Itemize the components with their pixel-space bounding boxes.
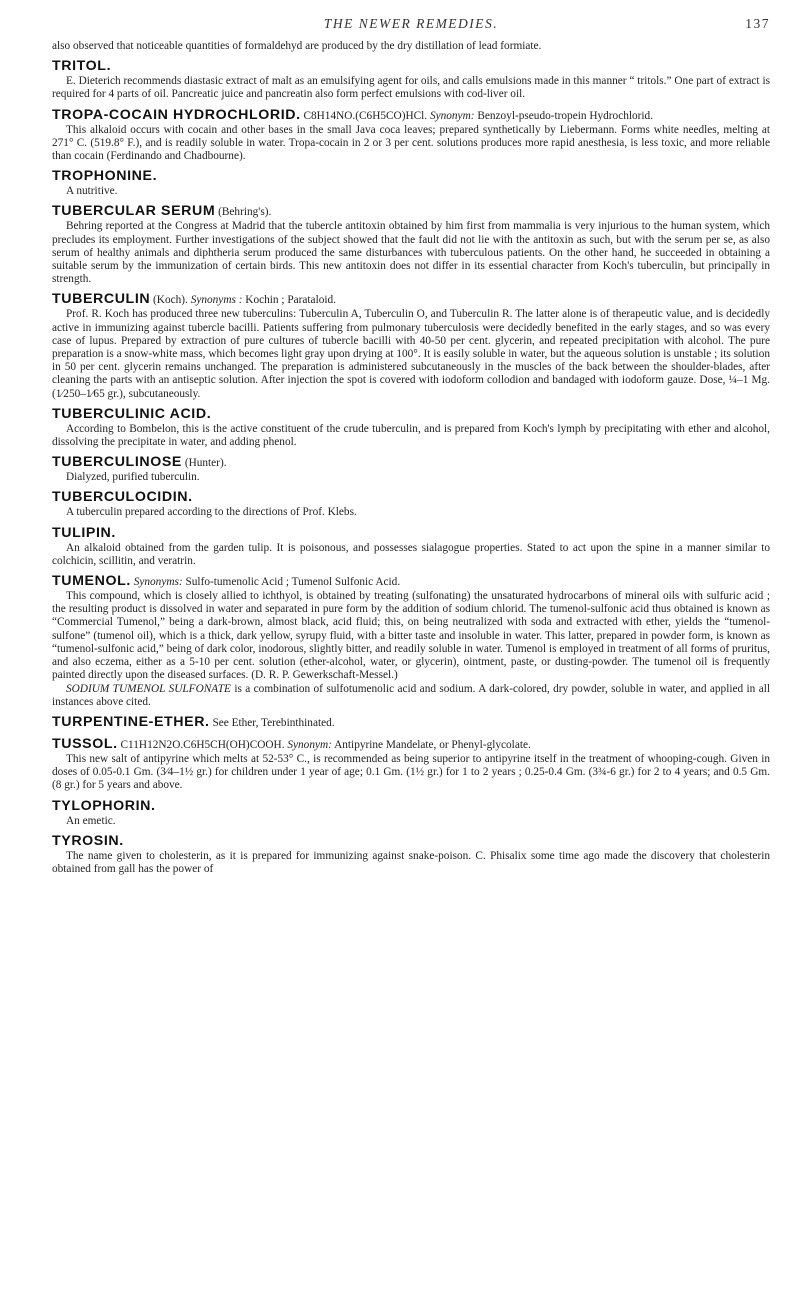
entry-tuberculinic-acid <box>52 406 770 449</box>
synonym-label: Synonyms: <box>133 576 183 589</box>
entry-tuberculocidin <box>52 489 770 519</box>
entry-body: Prof. R. Koch has produced three new tuberculins: Tuberculin A, Tuberculin O, and Tuberculin R. The latter alone is of therapeutic value, and is decidedly active in immunizing against tubercle bacilli. Patients suffering from pulmonary tuberculosis were decidedly benefited in the early stages, and so was every case of lupus. Prepared by extraction of pure cultures of tubercle bacilli with 40-50 per cent. glycerin, and repeated precipitation with alcohol. The pure preparation is a snow-white mass, which becomes light gray upon drying at 100°. It is easily soluble in water, but the aqueous solution is unstable ; its solution in 50 per cent. glycerin remains unchanged. The preparation is administered subcutaneously in the muscles of the back between the shoulder-blades, after cleaning the parts with an antiseptic solution. After injection the spot is covered with iodoform collodion and bandaged with iodoform gauze. Dose, ¼–1 Mg. (1⁄250–1⁄65 gr.), subcutaneously. <box>52 308 770 400</box>
entry-trophonine <box>52 168 770 198</box>
entry-tuberculinose <box>52 454 770 484</box>
entry-body: This compound, which is closely allied to ichthyol, is obtained by treating (sulfonating) the unsaturated hydrocarbons of mineral oils with sulfuric acid ; the resulting product is dissolved in water and separated in pure form by the addition of sodium chlorid. The tumenol-sulfonic acid thus obtained is known as “Commercial Tumenol,” being a dark-brown, almost black, acid fluid; this, on being neutralized with soda and extracted with ether, yields the “tumenol-sulfone” (tumenol oil), which is a thick, dark yellow, syrupy fluid, with a bitter taste and insoluble in water. This latter, prepared in powder form, is known as “tumenol-sulfonic acid,” being of dark color, inodorous, slightly bitter, and readily soluble in water. Tumenol is employed in treatment of all forms of pruritus, and also eczema, either as a 5-10 per cent. solution (ether-alcohol, water, or glycerin), ointment, paste, or dusting-powder. The tumenol oil is frequently painted directly upon the diseased surfaces. (D. R. P. Gewerkschaft-Messel.) <box>52 590 770 682</box>
entry-body: The name given to cholesterin, as it is prepared for immunizing against snake-poison. C. Phisalix some time ago made the discovery that cholesterin obtained from gall has the power of <box>52 849 770 875</box>
entry-turpentine-ether <box>52 714 770 731</box>
headword: TYROSIN. <box>52 832 124 849</box>
entry-tumenol <box>52 573 770 709</box>
entry-tropacocain <box>52 107 770 164</box>
chemical-formula: C8H14NO.(C6H5CO)HCl. <box>303 109 428 122</box>
page-number: 137 <box>745 16 770 31</box>
synonym-label: Synonym: <box>429 109 475 122</box>
entry-body: An emetic. <box>66 814 116 827</box>
running-head <box>52 14 770 40</box>
headword-qualifier: (Behring's). <box>218 206 272 219</box>
synonym-label: Synonyms : <box>190 294 243 307</box>
headword: TUMENOL. <box>52 573 131 590</box>
book-page <box>52 14 770 876</box>
headword: TUBERCULOCIDIN. <box>52 489 193 506</box>
sodium-tumenol-body: is a combination of sulfotumenolic acid and sodium. A dark-colored, dry powder, soluble in water, and applied in all instances above cited. <box>52 682 770 708</box>
entry-tubercular-serum <box>52 203 770 286</box>
sodium-tumenol-paragraph <box>52 683 770 709</box>
headword: TUBERCULINIC ACID. <box>52 405 212 422</box>
headword: TROPHONINE. <box>52 168 158 185</box>
headword: TUBERCULIN <box>52 291 151 308</box>
chemical-formula: C11H12N2O.C6H5CH(OH)COOH. <box>120 738 285 751</box>
headword: TRITOL. <box>52 58 112 75</box>
running-title: THE NEWER REMEDIES. <box>323 16 499 31</box>
synonym-label: Synonym: <box>287 738 332 751</box>
entry-body: E. Dieterich recommends diastasic extract of malt as an emulsifying agent for oils, and calls emulsions made in this manner “ tritols.” One part of extract is required for 4 parts of oil. Pancreatic juice and pancreatin also form perfect emulsions with cod-liver oil. <box>52 75 770 101</box>
headword: TULIPIN. <box>52 524 116 541</box>
entry-tussol <box>52 736 770 793</box>
headword-qualifier: (Koch). <box>153 294 188 307</box>
headword: TUBERCULAR SERUM <box>52 203 216 220</box>
entry-body: This alkaloid occurs with cocain and other bases in the small Java coca leaves; prepared synthetically by Liebermann. Forms white needles, melting at 271° C. (519.8° F.), and is readily soluble in water. Tropa-cocain in 2 or 3 per cent. solutions produces more rapid anesthesia, is less toxic, and more reliable than cocain (Ferdinando and Chadbourne). <box>52 123 770 163</box>
entry-body: This new salt of antipyrine which melts at 52-53° C., is recommended as being superior to antipyrine itself in the treatment of whooping-cough. Given in doses of 0.05-0.1 Gm. (3⁄4–1½ gr.) for children under 1 year of age; 0.1 Gm. (1½ gr.) for 1 to 2 years ; 0.25-0.4 Gm. (3¾-6 gr.) for 2 to 4 years; and 0.5 Gm. (8 gr.) for 5 years and above. <box>52 752 770 792</box>
synonym-text: Antipyrine Mandelate, or Phenyl-glycolate. <box>334 738 531 751</box>
entry-body: According to Bombelon, this is the active constituent of the crude tuberculin, and is prepared from Koch's lymph by precipitating with ether and alcohol, dissolving the precipitate in water, and adding phenol. <box>52 422 770 449</box>
headword: TROPA-COCAIN HYDROCHLORID. <box>52 106 301 123</box>
entry-tritol <box>52 58 770 101</box>
entry-tylophorin <box>52 798 770 828</box>
headword-qualifier: (Hunter). <box>184 457 227 470</box>
continuation-paragraph: also observed that noticeable quantities of formaldehyd are produced by the dry distillation of lead formiate. <box>52 40 542 52</box>
entry-body: Behring reported at the Congress at Madrid that the tubercle antitoxin obtained by him first from mammalia is very injurious to the human system, which precludes its employment. Further investigations of the subject showed that the fault did not lie with the antitoxin as such, but with the serum per se, as also serum of healthy animals and diphtheria serum produced the same disturbances with tuberculous patients. On the other hand, he succeeded in obtaining a suitable serum by the immunization of certain birds. This new antitoxin does not differ in its essential character from Koch's tuberculin, but principally in strength. <box>52 220 770 286</box>
cross-reference: See Ether, Terebinthinated. <box>212 716 335 729</box>
entry-tulipin <box>52 525 770 568</box>
synonym-text: Kochin ; Parataloid. <box>245 294 336 307</box>
headword: TUSSOL. <box>52 735 118 752</box>
entry-tuberculin <box>52 291 770 400</box>
headword: TURPENTINE-ETHER. <box>52 713 210 730</box>
entry-body: An alkaloid obtained from the garden tulip. It is poisonous, and possesses sialagogue properties. Stated to act upon the spine in a manner similar to colchicin, scillitin, and veratrin. <box>52 541 770 567</box>
synonym-text: Benzoyl-pseudo-tropein Hydrochlorid. <box>477 109 654 122</box>
headword: TYLOPHORIN. <box>52 797 156 814</box>
entry-body: A nutritive. <box>66 185 118 198</box>
entry-body: A tuberculin prepared according to the directions of Prof. Klebs. <box>66 506 357 519</box>
sodium-tumenol-name: SODIUM TUMENOL SULFONATE <box>66 682 231 695</box>
headword: TUBERCULINOSE <box>52 454 182 471</box>
synonym-text: Sulfo-tumenolic Acid ; Tumenol Sulfonic Acid. <box>185 576 401 589</box>
entry-tyrosin <box>52 833 770 876</box>
entry-body: Dialyzed, purified tuberculin. <box>66 471 200 484</box>
